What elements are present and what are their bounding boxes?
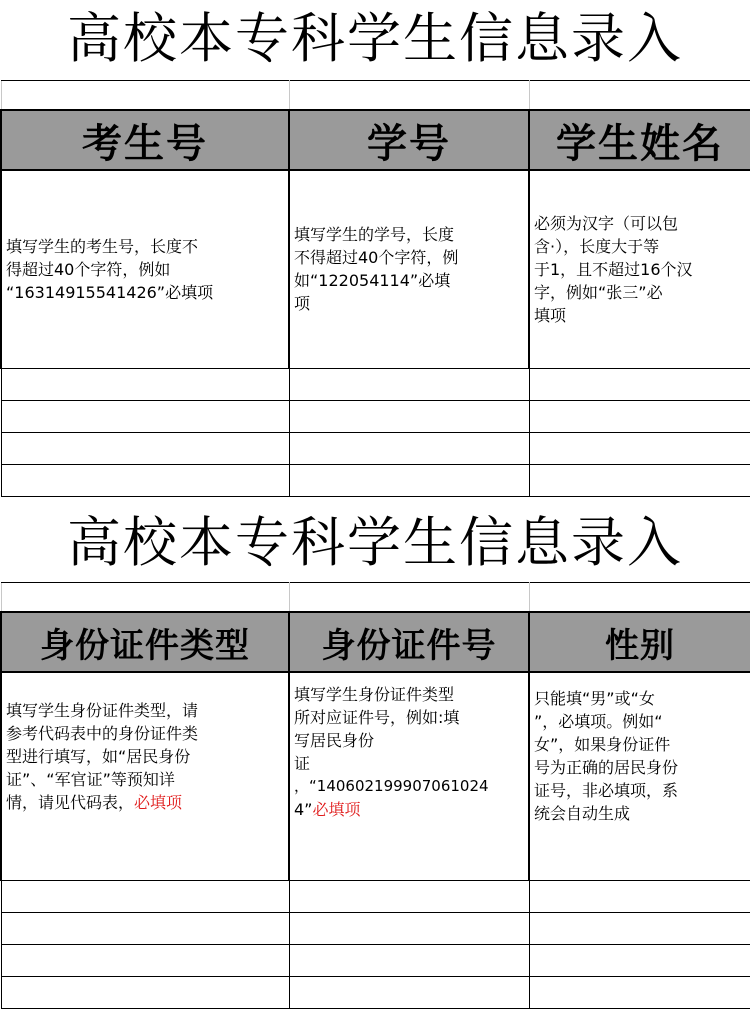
cell[interactable] [1,81,289,111]
cell[interactable] [1,464,289,496]
desc-line: 参考代码表中的身份证件类 [6,724,199,743]
cell[interactable] [289,368,529,400]
desc-line: 型进行填写，如“居民身份 [6,747,191,766]
required-label: 必填项 [134,793,183,812]
empty-row [1,368,750,400]
cell[interactable] [1,880,289,912]
desc-line: 写居民身份 [294,731,375,750]
cell[interactable] [1,400,289,432]
cell[interactable] [1,912,289,944]
spacer-row [1,583,750,613]
desc-line: 女”，如果身份证件 [534,735,671,754]
sheet-title-2: 高校本专科学生信息录入 [67,511,683,574]
cell[interactable] [289,976,529,1008]
cell[interactable] [289,464,529,496]
desc-line: 填写学生的考生号，长度不 [6,236,199,256]
header-gender[interactable]: 性别 [529,612,750,672]
cell[interactable] [529,464,750,496]
desc-line: 如“122054114”必填 [294,271,451,291]
empty-row [1,880,750,912]
cell[interactable] [289,81,529,111]
cell[interactable] [1,944,289,976]
desc-line: 含·），长度大于等 [534,236,660,256]
desc-line: 统会自动生成 [534,804,631,823]
desc-line: 证号，非必填项，系 [534,781,679,800]
cell[interactable] [529,432,750,464]
desc-line: 不得超过40个字符，例 [294,248,459,268]
cell[interactable] [289,432,529,464]
empty-row [1,400,750,432]
desc-line-last [6,791,284,814]
desc-line: 证 [294,754,311,773]
description-row [1,170,750,368]
cell[interactable] [529,583,750,613]
desc-student-name[interactable] [529,170,750,368]
desc-line: 填项 [534,305,567,325]
header-id-number[interactable]: 身份证件号 [289,612,529,672]
desc-exam-number[interactable] [1,170,289,368]
cell[interactable] [1,583,289,613]
required-label: 必填项 [312,800,361,819]
cell[interactable] [289,583,529,613]
desc-line: 填写学生身份证件类型，请 [6,701,199,720]
cell[interactable] [1,432,289,464]
header-row [1,612,750,672]
desc-text: 4” [294,800,313,819]
spacer-row [1,81,750,111]
cell[interactable] [529,880,750,912]
desc-line: 项 [294,294,311,314]
desc-line: 号为正确的居民身份 [534,758,679,777]
desc-line: 字，例如“张三”必 [534,282,663,302]
cell[interactable] [1,368,289,400]
desc-student-id[interactable] [289,170,529,368]
desc-line: ”，必填项。例如“ [534,712,663,731]
desc-line: 只能填“男”或“女 [534,689,655,708]
desc-line: 必须为汉字（可以包 [534,213,679,233]
header-id-type[interactable]: 身份证件类型 [1,612,289,672]
desc-text: 情，请见代码表， [6,793,135,812]
desc-line: 填写学生身份证件类型 [294,685,455,704]
sheet-table-1 [0,80,750,497]
description-row [1,672,750,880]
desc-id-number[interactable] [289,672,529,880]
cell[interactable] [529,976,750,1008]
cell[interactable] [289,880,529,912]
desc-line: 证”、“军官证”等预知详 [6,770,175,789]
sheet-table-2 [0,582,750,1009]
desc-line: 于1，且不超过16个汉 [534,259,693,279]
desc-line-last [294,798,524,821]
header-student-id[interactable]: 学号 [289,110,529,170]
desc-line: 得超过40个字符，例如 [6,259,171,279]
desc-gender[interactable] [529,672,750,880]
cell[interactable] [529,400,750,432]
desc-line: ，“140602199907061024 [294,777,489,795]
cell[interactable] [289,912,529,944]
cell[interactable] [1,976,289,1008]
header-row [1,110,750,170]
sheet-title-1: 高校本专科学生信息录入 [67,7,683,70]
empty-row [1,432,750,464]
empty-row [1,944,750,976]
cell[interactable] [529,944,750,976]
cell[interactable] [289,944,529,976]
empty-row [1,976,750,1008]
desc-id-type[interactable] [1,672,289,880]
cell[interactable] [529,368,750,400]
cell[interactable] [529,912,750,944]
cell[interactable] [289,400,529,432]
desc-line: 所对应证件号，例如:填 [294,708,460,727]
cell[interactable] [529,81,750,111]
empty-row [1,464,750,496]
desc-line: 填写学生的学号，长度 [294,225,455,245]
empty-row [1,912,750,944]
desc-line: “16314915541426”必填项 [6,282,214,302]
header-student-name[interactable]: 学生姓名 [529,110,750,170]
header-exam-number[interactable]: 考生号 [1,110,289,170]
